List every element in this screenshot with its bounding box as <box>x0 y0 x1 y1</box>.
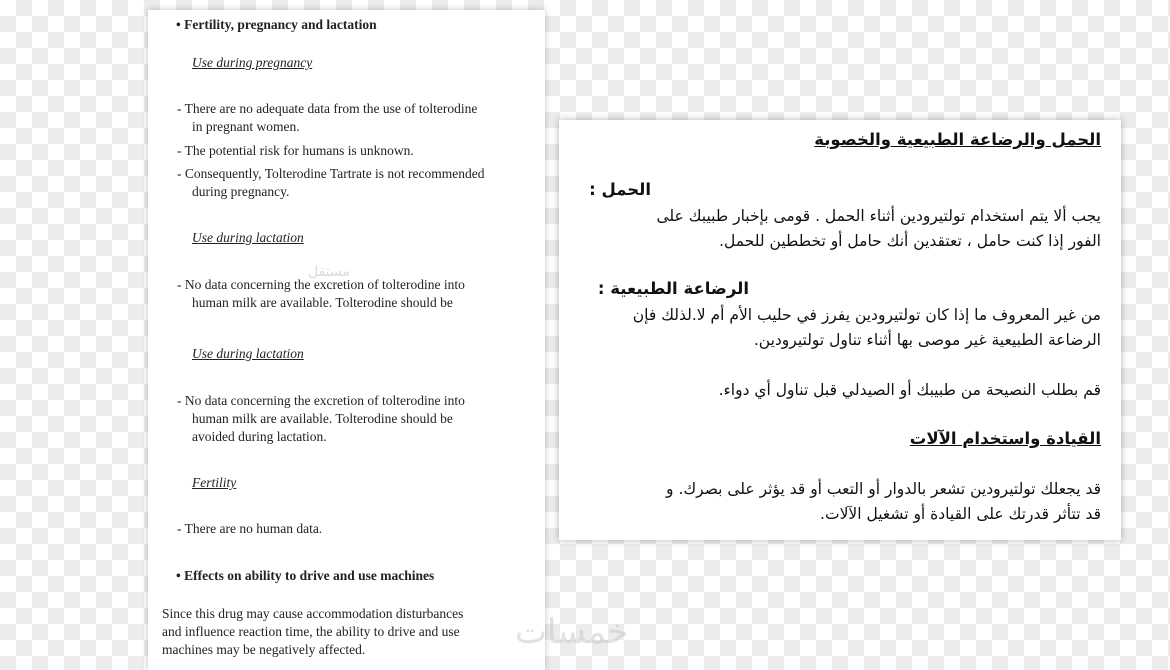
pregnancy-line-3b: during pregnancy. <box>192 184 290 199</box>
pregnancy-line-3a: - Consequently, Tolterodine Tartrate is not recommended <box>177 166 485 181</box>
arabic-driving-line-2: قد تتأثر قدرتك على القيادة أو تشغيل الآلات. <box>820 505 1101 523</box>
pregnancy-line-2: - The potential risk for humans is unknown. <box>177 143 414 158</box>
subheading-fertility: Fertility <box>192 475 237 490</box>
english-leaflet-page <box>148 10 545 670</box>
arabic-driving-line-1: قد يجعلك تولتيرودين تشعر بالدوار أو التعب أو قد يؤثر على بصرك. و <box>666 480 1101 498</box>
drive-line-a: Since this drug may cause accommodation disturbances <box>162 606 464 621</box>
subheading-lactation-1: Use during lactation <box>192 230 304 245</box>
pregnancy-line-1a: - There are no adequate data from the use of tolterodine <box>177 101 478 116</box>
arabic-pregnancy-heading: الحمل : <box>589 180 651 199</box>
lactation2-line-b: human milk are available. Tolterodine should be <box>192 411 453 426</box>
drive-line-b: and influence reaction time, the ability to drive and use <box>162 624 460 639</box>
arabic-title: الحمل والرضاعة الطبيعية والخصوبة <box>814 130 1101 149</box>
lactation1-line-a: - No data concerning the excretion of tolterodine into <box>177 277 465 292</box>
lactation2-line-a: - No data concerning the excretion of tolterodine into <box>177 393 465 408</box>
drive-line-c: machines may be negatively affected. <box>162 642 366 657</box>
heading-drive: • Effects on ability to drive and use machines <box>176 568 435 583</box>
arabic-translation-page <box>559 120 1121 540</box>
fertility-line: - There are no human data. <box>177 521 323 536</box>
lactation2-line-c: avoided during lactation. <box>192 429 327 444</box>
arabic-breastfeeding-line-2: الرضاعة الطبيعية غير موصى بها أثناء تناول تولتيرودين. <box>753 331 1101 349</box>
arabic-advice-line: قم بطلب النصيحة من طبيبك أو الصيدلي قبل تناول أي دواء. <box>718 381 1101 399</box>
khamsat-watermark: خمسات <box>515 612 629 652</box>
pregnancy-line-1b: in pregnant women. <box>192 119 300 134</box>
lactation1-line-b: human milk are available. Tolterodine should be <box>192 295 453 310</box>
heading-fertility: • Fertility, pregnancy and lactation <box>176 17 377 32</box>
arabic-breastfeeding-heading: الرضاعة الطبيعية : <box>597 279 749 298</box>
subheading-pregnancy: Use during pregnancy <box>192 55 313 70</box>
arabic-driving-heading: القيادة واستخدام الآلات <box>909 429 1101 448</box>
arabic-breastfeeding-line-1: من غير المعروف ما إذا كان تولتيرودين يفرز في حليب الأم أم لا.لذلك فإن <box>632 306 1101 324</box>
arabic-pregnancy-line-1: يجب ألا يتم استخدام تولتيرودين أثناء الحمل . قومى بإخبار طبيبك على <box>656 207 1101 225</box>
subheading-lactation-2: Use during lactation <box>192 346 304 361</box>
mostaql-watermark: مستقل <box>308 264 350 280</box>
arabic-pregnancy-line-2: الفور إذا كنت حامل ، تعتقدين أنك حامل أو تخططين للحمل. <box>719 232 1101 250</box>
